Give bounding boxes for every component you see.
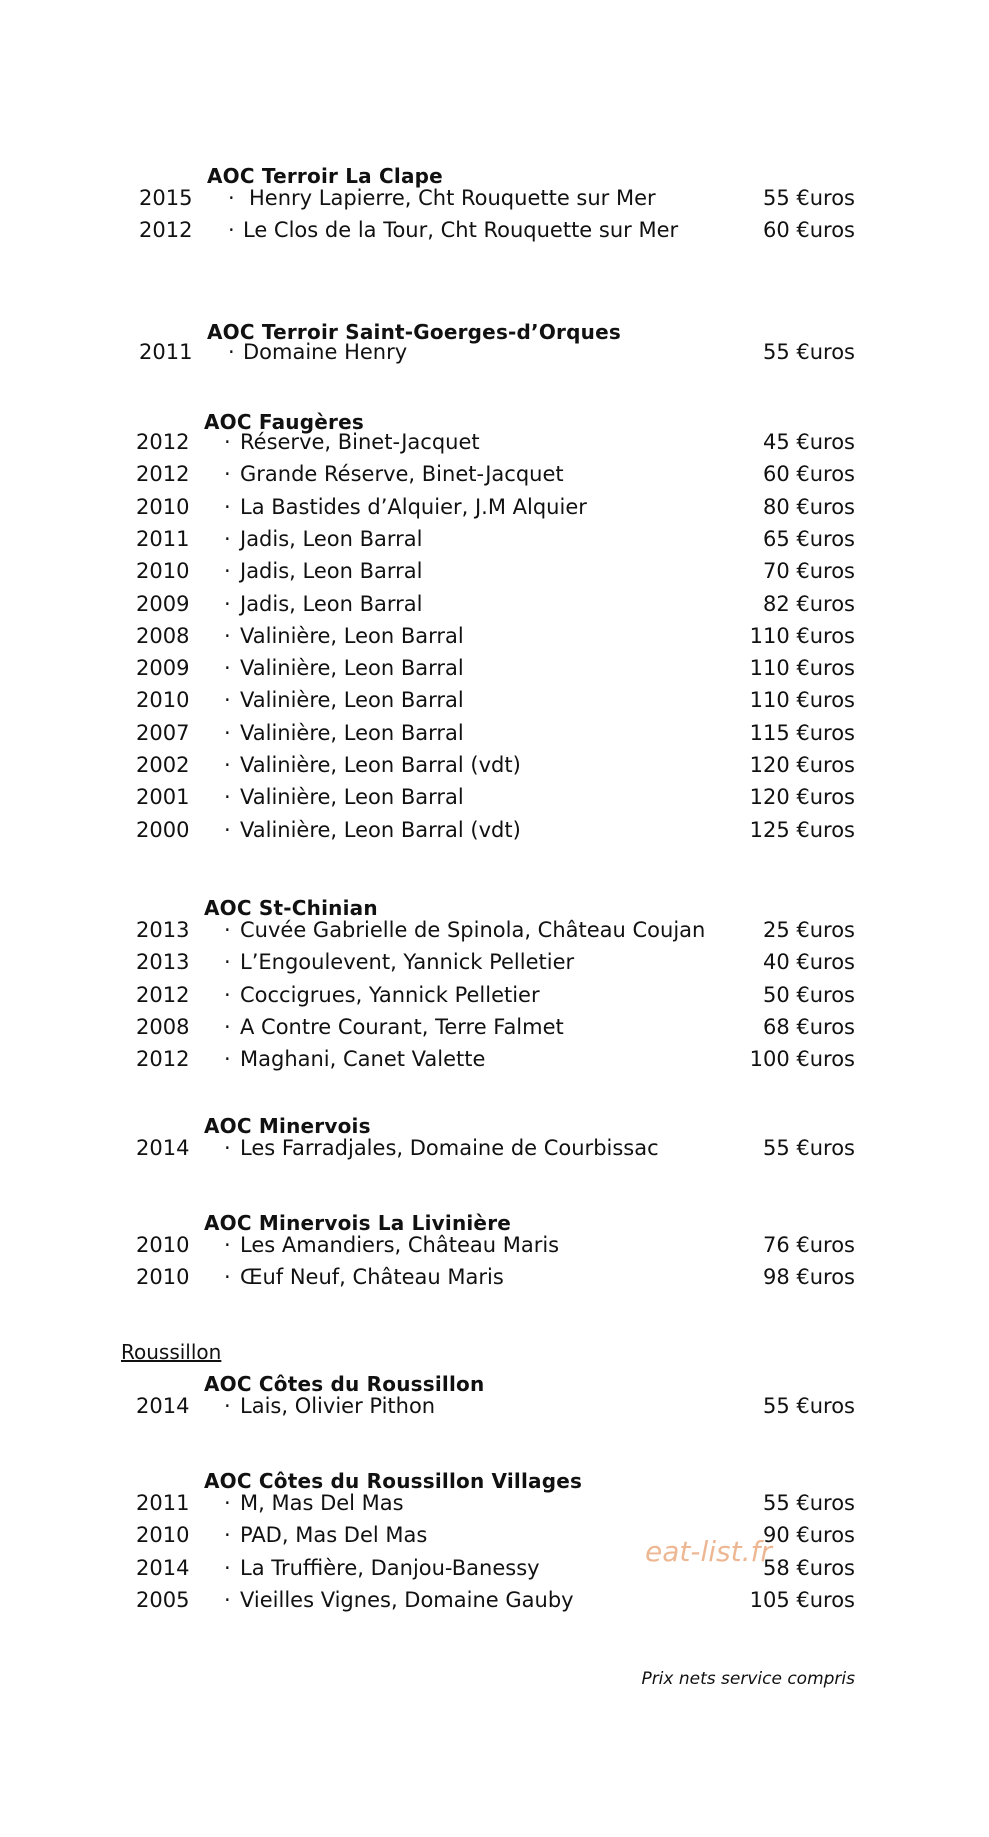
wine-row (0, 1523, 989, 1553)
wine-name: Henry Lapierre, Cht Rouquette sur Mer (249, 186, 656, 210)
bullet-mark: · (224, 785, 231, 810)
bullet-mark: · (224, 591, 231, 616)
wine-name: Œuf Neuf, Château Maris (240, 1265, 504, 1290)
wine-row (0, 721, 989, 751)
section-heading: AOC Terroir Saint-Goerges-d’Orques (207, 320, 621, 344)
vintage-year: 2010 (136, 1233, 190, 1257)
wine-row (0, 186, 989, 216)
vintage-year: 2012 (136, 1047, 190, 1072)
bullet-mark: · (224, 1014, 231, 1039)
bullet-mark: · (224, 918, 231, 942)
wine-name: Les Farradjales, Domaine de Courbissac (240, 1136, 659, 1160)
wine-name: Coccigrues, Yannick Pelletier (240, 982, 540, 1007)
bullet-mark: · (224, 1587, 231, 1612)
wine-row (0, 1491, 989, 1521)
wine-price: 110 €uros (749, 623, 855, 648)
wine-price: 110 €uros (749, 656, 855, 681)
wine-row (0, 818, 989, 848)
wine-row (0, 1588, 989, 1618)
wine-row (0, 753, 989, 783)
vintage-year: 2005 (136, 1587, 190, 1612)
wine-row (0, 462, 989, 492)
vintage-year: 2008 (136, 1014, 190, 1039)
wine-name: Réserve, Binet-Jacquet (240, 430, 480, 454)
vintage-year: 2009 (136, 656, 190, 681)
vintage-year: 2015 (139, 186, 193, 210)
vintage-year: 2011 (136, 1491, 190, 1515)
vintage-year: 2014 (136, 1555, 190, 1580)
wine-name: Valinière, Leon Barral (vdt) (240, 817, 521, 842)
wine-row (0, 1265, 989, 1295)
vintage-year: 2000 (136, 817, 190, 842)
wine-name: Valinière, Leon Barral (vdt) (240, 753, 521, 777)
wine-name: Jadis, Leon Barral (240, 559, 423, 584)
bullet-mark: · (224, 753, 231, 777)
wine-row (0, 918, 989, 948)
wine-price: 60 €uros (762, 462, 855, 487)
vintage-year: 2012 (136, 982, 190, 1007)
bullet-mark: · (224, 817, 231, 842)
bullet-mark: · (224, 982, 231, 1007)
wine-name: Valinière, Leon Barral (240, 785, 464, 810)
vintage-year: 2011 (136, 526, 190, 551)
bullet-mark: · (224, 1233, 231, 1257)
wine-price: 120 €uros (749, 785, 855, 810)
wine-row (0, 592, 989, 622)
bullet-mark: · (224, 1491, 231, 1515)
wine-price: 98 €uros (762, 1265, 855, 1290)
wine-price: 55 €uros (762, 186, 855, 210)
bullet-mark: · (224, 656, 231, 681)
wine-row (0, 1394, 989, 1424)
bullet-mark: · (224, 1136, 231, 1160)
wine-price: 60 €uros (762, 218, 855, 243)
bullet-mark: · (228, 340, 235, 364)
bullet-mark: · (224, 1555, 231, 1580)
wine-name: Vieilles Vignes, Domaine Gauby (240, 1587, 574, 1612)
section-heading: AOC Faugères (204, 410, 364, 434)
wine-row (0, 1136, 989, 1166)
bullet-mark: · (224, 559, 231, 584)
wine-row (0, 1556, 989, 1586)
vintage-year: 2014 (136, 1136, 190, 1160)
bullet-mark: · (224, 1265, 231, 1290)
bullet-mark: · (224, 950, 231, 975)
vintage-year: 2011 (139, 340, 193, 364)
wine-row (0, 527, 989, 557)
wine-price: 55 €uros (762, 1136, 855, 1160)
wine-price: 120 €uros (749, 753, 855, 777)
bullet-mark: · (224, 430, 231, 454)
vintage-year: 2012 (139, 218, 193, 243)
vintage-year: 2010 (136, 1265, 190, 1290)
bullet-mark: · (224, 1047, 231, 1072)
section-heading: AOC Minervois (204, 1114, 371, 1138)
section-heading: AOC Terroir La Clape (207, 164, 443, 188)
wine-price: 105 €uros (749, 1587, 855, 1612)
wine-price: 82 €uros (762, 591, 855, 616)
wine-price: 25 €uros (762, 918, 855, 942)
wine-row (0, 1047, 989, 1077)
wine-row (0, 218, 989, 248)
vintage-year: 2012 (136, 430, 190, 454)
wine-row (0, 983, 989, 1013)
wine-name: La Bastides d’Alquier, J.M Alquier (240, 494, 587, 519)
vintage-year: 2010 (136, 688, 190, 713)
wine-name: Le Clos de la Tour, Cht Rouquette sur Mer (243, 218, 679, 243)
wine-name: L’Engoulevent, Yannick Pelletier (240, 950, 575, 975)
wine-price: 45 €uros (762, 430, 855, 454)
wine-name: Valinière, Leon Barral (240, 623, 464, 648)
bullet-mark: · (224, 494, 231, 519)
wine-name: M, Mas Del Mas (240, 1491, 404, 1515)
wine-row (0, 688, 989, 718)
wine-row (0, 340, 989, 370)
vintage-year: 2013 (136, 918, 190, 942)
bullet-mark: · (224, 1523, 231, 1548)
price-note: Prix nets service compris (641, 1669, 855, 1689)
vintage-year: 2010 (136, 559, 190, 584)
wine-price: 58 €uros (762, 1555, 855, 1580)
bullet-mark: · (224, 526, 231, 551)
wine-price: 90 €uros (762, 1523, 855, 1548)
wine-price: 80 €uros (762, 494, 855, 519)
bullet-mark: · (228, 186, 235, 210)
wine-price: 76 €uros (762, 1233, 855, 1257)
wine-row (0, 1233, 989, 1263)
vintage-year: 2012 (136, 462, 190, 487)
section-heading: AOC Côtes du Roussillon (204, 1372, 485, 1396)
wine-row (0, 656, 989, 686)
vintage-year: 2010 (136, 494, 190, 519)
wine-name: La Truffière, Danjou-Banessy (240, 1555, 540, 1580)
wine-name: Lais, Olivier Pithon (240, 1394, 436, 1418)
wine-name: PAD, Mas Del Mas (240, 1523, 428, 1548)
wine-price: 68 €uros (762, 1014, 855, 1039)
wine-price: 55 €uros (762, 1394, 855, 1418)
vintage-year: 2010 (136, 1523, 190, 1548)
bullet-mark: · (224, 1394, 231, 1418)
wine-name: Valinière, Leon Barral (240, 688, 464, 713)
wine-row (0, 495, 989, 525)
wine-row (0, 785, 989, 815)
wine-price: 115 €uros (749, 720, 855, 745)
section-heading: AOC Côtes du Roussillon Villages (204, 1469, 583, 1493)
wine-price: 40 €uros (762, 950, 855, 975)
bullet-mark: · (224, 623, 231, 648)
wine-name: Jadis, Leon Barral (240, 526, 423, 551)
bullet-mark: · (224, 462, 231, 487)
vintage-year: 2013 (136, 950, 190, 975)
wine-price: 110 €uros (749, 688, 855, 713)
wine-price: 55 €uros (762, 340, 855, 364)
wine-name: A Contre Courant, Terre Falmet (240, 1014, 564, 1039)
wine-name: Valinière, Leon Barral (240, 720, 464, 745)
vintage-year: 2002 (136, 753, 190, 777)
vintage-year: 2001 (136, 785, 190, 810)
bullet-mark: · (224, 720, 231, 745)
section-heading: AOC St-Chinian (204, 896, 378, 920)
wine-price: 100 €uros (749, 1047, 855, 1072)
wine-price: 65 €uros (762, 526, 855, 551)
wine-name: Valinière, Leon Barral (240, 656, 464, 681)
watermark: eat-list.fr (645, 1535, 772, 1568)
wine-price: 70 €uros (762, 559, 855, 584)
wine-row (0, 624, 989, 654)
wine-name: Les Amandiers, Château Maris (240, 1233, 560, 1257)
bullet-mark: · (224, 688, 231, 713)
vintage-year: 2009 (136, 591, 190, 616)
region-title: Roussillon (121, 1340, 222, 1364)
vintage-year: 2007 (136, 720, 190, 745)
vintage-year: 2014 (136, 1394, 190, 1418)
wine-row (0, 430, 989, 460)
wine-name: Jadis, Leon Barral (240, 591, 423, 616)
bullet-mark: · (228, 218, 235, 243)
wine-name: Grande Réserve, Binet-Jacquet (240, 462, 564, 487)
vintage-year: 2008 (136, 623, 190, 648)
wine-price: 125 €uros (749, 817, 855, 842)
wine-price: 55 €uros (762, 1491, 855, 1515)
wine-row (0, 559, 989, 589)
wine-name: Maghani, Canet Valette (240, 1047, 486, 1072)
wine-row (0, 950, 989, 980)
wine-name: Domaine Henry (243, 340, 408, 364)
wine-name: Cuvée Gabrielle de Spinola, Château Coujan (240, 918, 706, 942)
wine-row (0, 1015, 989, 1045)
wine-price: 50 €uros (762, 982, 855, 1007)
section-heading: AOC Minervois La Livinière (204, 1211, 512, 1235)
